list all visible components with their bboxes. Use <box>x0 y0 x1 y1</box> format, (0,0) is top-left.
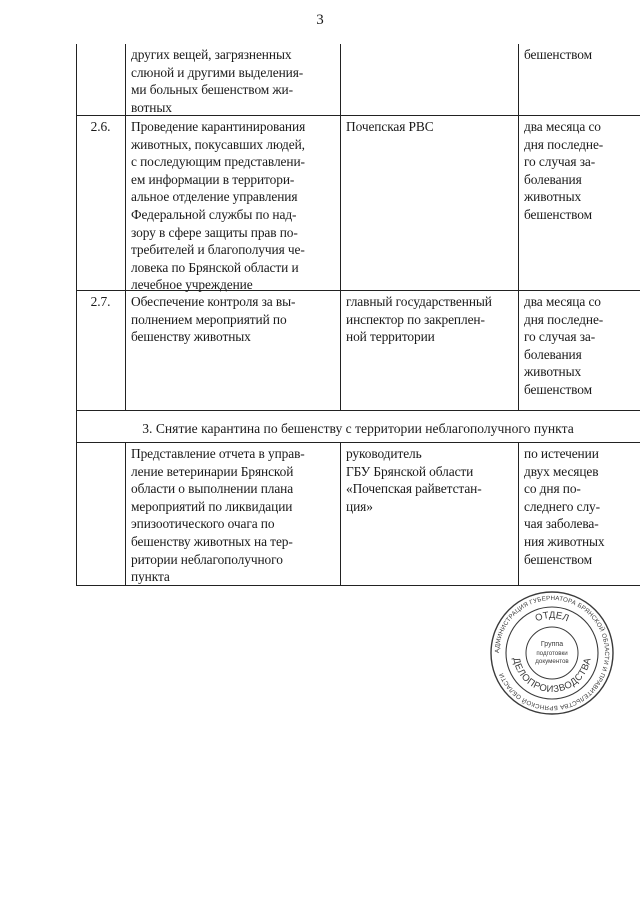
row-3-responsible: главный государственный инспектор по закреплен- ной территории <box>346 294 492 345</box>
row-divider-3 <box>76 410 640 411</box>
stamp-center-line-3: документов <box>535 658 569 665</box>
row-2-number: 2.6. <box>90 119 111 134</box>
page-number: 3 <box>316 12 324 28</box>
official-stamp <box>489 590 615 716</box>
column-divider-number <box>125 44 126 410</box>
stamp-inner-bottom-text: ДЕЛОПРОИЗВОДСТВА <box>510 656 594 696</box>
stamp-center-line-2: подготовки <box>536 650 568 657</box>
column-divider-number-s3 <box>125 442 126 585</box>
column-divider-action <box>340 44 341 410</box>
row-divider-4 <box>76 442 640 443</box>
stamp-outer-text: АДМИНИСТРАЦИЯ ГУБЕРНАТОРА БРЯНСКОЙ ОБЛАСТИ И ПРАВИТЕЛЬСТВА БРЯНСКОЙ ОБЛАСТИ <box>493 594 611 712</box>
column-divider-responsible <box>518 44 519 410</box>
section-3-row-responsible: руководитель ГБУ Брянской области «Почепская райветстан- ция» <box>346 446 482 514</box>
row-2-action: Проведение карантинирования животных, покусавших людей, с последующим представлени- ем информации в территори- альное отделение управления Федеральной службы по над- зору в сфере защиты прав по- требителей и благополучия че- ловека по Брянской области и лечебное учреждение <box>131 119 306 293</box>
stamp-inner-top-text: ОТДЕЛ <box>533 609 571 625</box>
row-1-deadline: бешенством <box>524 47 592 62</box>
section-3-row-deadline: по истечении двух месяцев со дня по- следнего слу- чая заболева- ния животных бешенством <box>524 446 605 567</box>
row-1-action: других вещей, загрязненных слюной и другими выделения- ми больных бешенством жи- вотных <box>131 47 304 115</box>
section-3-title: 3. Снятие карантина по бешенству с территории неблагополучного пункта <box>142 421 574 436</box>
row-3-deadline: два месяца со дня последне- го случая за- болевания животных бешенством <box>524 294 604 397</box>
row-2-responsible: Почепская РВС <box>346 119 434 134</box>
row-3-action: Обеспечение контроля за вы- полнением мероприятий по бешенству животных <box>131 294 296 345</box>
column-divider-responsible-s3 <box>518 442 519 585</box>
column-divider-action-s3 <box>340 442 341 585</box>
stamp-center-line-1: Группа <box>540 641 564 648</box>
row-3-number: 2.7. <box>90 294 111 309</box>
row-2-deadline: два месяца со дня последне- го случая за- болевания животных бешенством <box>524 119 604 222</box>
section-3-row-action: Представление отчета в управ- ление ветеринарии Брянской области о выполнении плана мероприятий по ликвидации эпизоотического очага по бешенству животных на тер- ритории неблагополучного пункта <box>131 446 305 585</box>
